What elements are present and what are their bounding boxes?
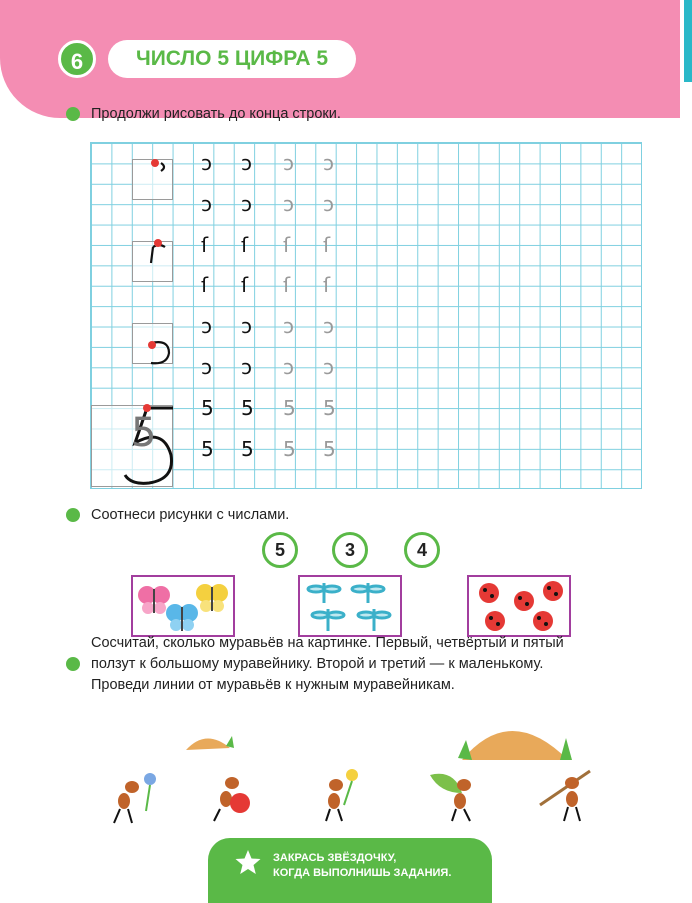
practice-glyph: ſ — [323, 232, 331, 257]
ladybug-icon — [514, 591, 534, 611]
practice-glyph: ſ — [201, 273, 209, 298]
number-circle-1[interactable]: 5 — [262, 532, 298, 568]
ladybug-icon — [485, 611, 505, 631]
practice-glyph: ɔ — [241, 191, 252, 216]
ladybug-icon — [533, 611, 553, 631]
bullet-icon — [66, 508, 80, 522]
practice-glyph: ſ — [241, 273, 249, 298]
ladybugs-illustration — [469, 577, 569, 635]
ant-icon[interactable] — [430, 774, 471, 821]
page-number: 6 — [58, 40, 96, 78]
practice-glyph: 5 — [201, 436, 214, 461]
practice-glyph: ɔ — [201, 314, 212, 339]
task-3-line-1: Сосчитай, сколько муравьёв на картинке. Первый, четвёртый и пятый — [91, 635, 564, 651]
butterfly-icon — [166, 604, 198, 631]
practice-glyph: 5 — [201, 395, 214, 420]
start-dot-2 — [154, 239, 162, 247]
ant-icon[interactable] — [326, 769, 358, 821]
footer-banner — [208, 838, 492, 903]
practice-glyph: ɔ — [201, 191, 212, 216]
big-five-ghost: 5 — [131, 410, 157, 456]
practice-glyph: ɔ — [283, 151, 294, 175]
practice-glyph: 5 — [323, 395, 336, 420]
practice-glyph: 5 — [283, 395, 296, 420]
ant-icon[interactable] — [214, 777, 250, 821]
task-1 — [66, 104, 341, 125]
practice-glyph: ɔ — [323, 151, 334, 175]
practice-glyph: ſ — [283, 273, 291, 298]
practice-glyph: ſ — [241, 232, 249, 257]
dragonfly-icon — [352, 583, 384, 603]
ant-icon[interactable] — [114, 773, 156, 823]
butterfly-icon — [196, 584, 228, 612]
ladybugs-card[interactable] — [467, 575, 571, 637]
ladybug-icon — [479, 583, 499, 603]
footer-line-1: ЗАКРАСЬ ЗВЁЗДОЧКУ, — [273, 852, 397, 864]
start-dot-3 — [148, 341, 156, 349]
ladybug-icon — [543, 581, 563, 601]
practice-glyph: 5 — [283, 436, 296, 461]
practice-glyph: ɔ — [283, 191, 294, 216]
practice-glyph: 5 — [241, 395, 254, 420]
dragonfly-icon — [358, 609, 390, 631]
practice-glyph: ɔ — [283, 314, 294, 339]
task-1-text: Продолжи рисовать до конца строки. — [91, 106, 341, 122]
practice-glyph: ſ — [283, 232, 291, 257]
stroke-sample-2 — [151, 245, 165, 263]
practice-glyph: ſ — [201, 232, 209, 257]
butterflies-illustration — [133, 577, 233, 635]
bullet-icon — [66, 107, 80, 121]
sample-strokes — [91, 143, 641, 488]
footer-line-2: КОГДА ВЫПОЛНИШЬ ЗАДАНИЯ. — [273, 867, 452, 879]
practice-glyph: ɔ — [201, 355, 212, 379]
number-circle-3[interactable]: 4 — [404, 532, 440, 568]
practice-glyph: ſ — [323, 273, 331, 298]
start-dot-1 — [151, 159, 159, 167]
dragonflies-card[interactable] — [298, 575, 402, 637]
practice-glyph: ɔ — [323, 191, 334, 216]
task-2 — [66, 505, 289, 526]
task-3-line-2: ползут к большому муравейнику. Второй и третий — к маленькому. — [91, 656, 544, 672]
task-3-line-3: Проведи линии от муравьёв к нужным муравейникам. — [91, 677, 455, 693]
ant-icon[interactable] — [540, 771, 590, 821]
butterflies-card[interactable] — [131, 575, 235, 637]
task-2-text: Соотнеси рисунки с числами. — [91, 507, 290, 523]
page-edge-bar — [684, 0, 692, 82]
bullet-icon — [66, 657, 80, 671]
stroke-sample-1 — [161, 163, 164, 171]
task-3 — [66, 635, 564, 696]
star-icon[interactable] — [234, 848, 262, 876]
practice-glyph: ɔ — [241, 355, 252, 379]
ants-scene — [90, 720, 610, 830]
big-anthill[interactable] — [458, 731, 572, 760]
number-circle-2[interactable]: 3 — [332, 532, 368, 568]
practice-glyph: ɔ — [201, 151, 212, 175]
practice-glyph: ɔ — [241, 314, 252, 339]
practice-glyph: ɔ — [323, 314, 334, 339]
butterfly-icon — [138, 586, 170, 614]
dragonfly-icon — [308, 583, 340, 603]
page-title: ЧИСЛО 5 ЦИФРА 5 — [108, 40, 356, 78]
dragonfly-icon — [312, 609, 344, 631]
writing-grid[interactable] — [90, 142, 642, 489]
practice-glyph: 5 — [241, 436, 254, 461]
practice-glyph: ɔ — [241, 151, 252, 175]
practice-glyph: ɔ — [323, 355, 334, 379]
practice-glyph: ɔ — [283, 355, 294, 379]
small-anthill[interactable] — [186, 736, 234, 750]
dragonflies-illustration — [300, 577, 400, 635]
practice-glyph: 5 — [323, 436, 336, 461]
